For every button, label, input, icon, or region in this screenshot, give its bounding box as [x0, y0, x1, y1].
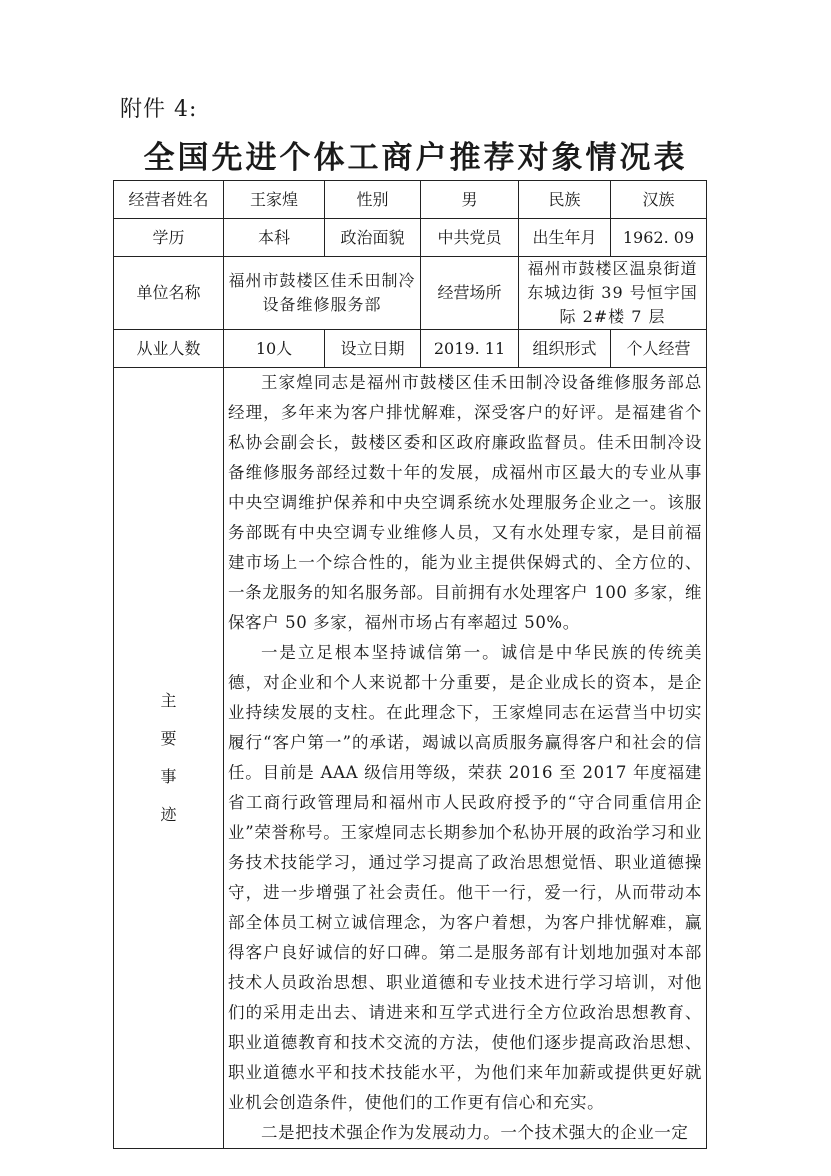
name-label: 经营者姓名	[114, 181, 224, 219]
place-value: 福州市鼓楼区温泉街道东城边街 39 号恒宇国际 2#楼 7 层	[519, 257, 707, 330]
recommendation-form-table	[113, 180, 707, 1149]
page-title: 全国先进个体工商户推荐对象情况表	[143, 140, 688, 176]
gender-value: 男	[421, 181, 519, 219]
name-value: 王家煌	[224, 181, 325, 219]
main-deeds-label-char: 事	[160, 767, 177, 786]
org-value: 个人经营	[611, 330, 707, 368]
main-deeds-label-char: 主	[160, 691, 177, 710]
main-deeds-label-char: 要	[160, 729, 177, 748]
table-row	[114, 219, 707, 257]
main-deeds-label-char: 迹	[160, 805, 177, 824]
unit-value: 福州市鼓楼区佳禾田制冷设备维修服务部	[224, 257, 421, 330]
gender-label: 性别	[325, 181, 421, 219]
ethnicity-label: 民族	[519, 181, 611, 219]
unit-label: 单位名称	[114, 257, 224, 330]
table-row	[114, 181, 707, 219]
deeds-paragraph: 二是把技术强企作为发展动力。一个技术强大的企业一定	[261, 1123, 689, 1142]
ethnicity-value: 汉族	[611, 181, 707, 219]
main-deeds-content	[224, 368, 707, 1149]
deeds-paragraph: 一是立足根本坚持诚信第一。诚信是中华民族的传统美德，对企业和个人来说都十分重要，是企业成长的资本，是企业持续发展的支柱。在此理念下，王家煌同志在运营当中切实履行“客户第一”的承诺，竭诚以高质服务赢得客户和社会的信任。目前是 AAA 级信用等级，荣获 2016 至 2017 年度福建省工商行政管理局和福州市人民政府授予的“守合同重信用企业”荣誉称号。王家煌同志长期参加个私协开展的政治学习和业务技术技能学习，通过学习提高了政治思想觉悟、职业道德操守，进一步增强了社会责任。他干一行，爱一行，从而带动本部全体员工树立诚信理念，为客户着想，为客户排忧解难，赢得客户良好诚信的好口碑。第二是服务部有计划地加强对本部技术人员政治思想、职业道德和专业技术进行学习培训，对他们的采用走出去、请进来和互学式进行全方位政治思想教育、职业道德教育和技术交流的方法，使他们逐步提高政治思想、职业道德水平和技术技能水平，为他们来年加薪或提供更好就业机会创造条件，使他们的工作更有信心和充实。	[228, 643, 702, 1112]
table-row	[114, 330, 707, 368]
birth-label: 出生年月	[519, 219, 611, 257]
education-value: 本科	[224, 219, 325, 257]
table-row	[114, 257, 707, 330]
birth-value: 1962. 09	[611, 219, 707, 257]
org-label: 组织形式	[519, 330, 611, 368]
attachment-label: 附件 4:	[120, 97, 198, 122]
setup-value: 2019. 11	[421, 330, 519, 368]
staff-value: 10人	[224, 330, 325, 368]
education-label: 学历	[114, 219, 224, 257]
political-label: 政治面貌	[325, 219, 421, 257]
political-value: 中共党员	[421, 219, 519, 257]
deeds-paragraph: 王家煌同志是福州市鼓楼区佳禾田制冷设备维修服务部总经理，多年来为客户排忧解难，深受客户的好评。是福建省个私协会副会长，鼓楼区委和区政府廉政监督员。佳禾田制冷设备维修服务部经过数十年的发展，成福州市区最大的专业从事中央空调维护保养和中央空调系统水处理服务企业之一。该服务部既有中央空调专业维修人员，又有水处理专家，是目前福建市场上一个综合性的，能为业主提供保姆式的、全方位的、一条龙服务的知名服务部。目前拥有水处理客户 100 多家，维保客户 50 多家，福州市场占有率超过 50%。	[228, 373, 702, 632]
setup-label: 设立日期	[325, 330, 421, 368]
staff-label: 从业人数	[114, 330, 224, 368]
table-row	[114, 368, 707, 1149]
main-deeds-label	[114, 368, 224, 1149]
place-label: 经营场所	[421, 257, 519, 330]
